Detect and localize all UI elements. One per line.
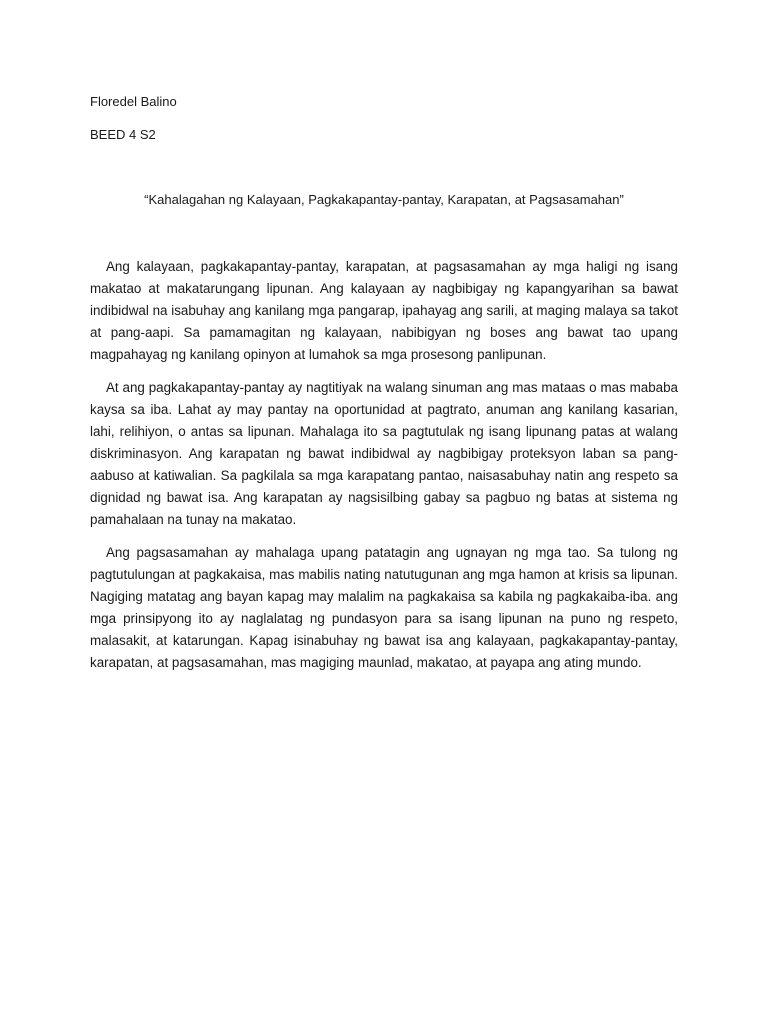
- paragraph-2: At ang pagkakapantay-pantay ay nagtitiyak na walang sinuman ang mas mataas o mas mababa kaysa sa iba. Lahat ay may pantay na oportunidad at pagtrato, anuman ang kanilang kasarian, lahi, relihiyon, o antas sa lipunan. Mahalaga ito sa pagtutulak ng isang lipunang patas at walang diskriminasyon. Ang karapatan ng bawat indibidwal ay nagbibigay proteksyon laban sa pang-aabuso at katiwalian. Sa pagkilala sa mga karapatang pantao, naisasabuhay natin ang respeto sa dignidad ng bawat isa. Ang karapatan ay nagsisilbing gabay sa pagbuo ng batas at sistema ng pamahalaan na tunay na makatao.: [90, 380, 678, 527]
- class-section: BEED 4 S2: [90, 127, 156, 142]
- paragraph-1: Ang kalayaan, pagkakapantay-pantay, karapatan, at pagsasamahan ay mga haligi ng isang makatao at makatarungang lipunan. Ang kalayaan ay nagbibigay ng kapangyarihan sa bawat indibidwal na isabuhay ang kanilang mga pangarap, ipahayag ang sarili, at maging malaya sa takot at pang-aapi. Sa pamamagitan ng kalayaan, nabibigyan ng boses ang bawat tao upang magpahayag ng kanilang opinyon at lumahok sa mga prosesong panlipunan.: [90, 259, 678, 362]
- paragraph-3: Ang pagsasamahan ay mahalaga upang patatagin ang ugnayan ng mga tao. Sa tulong ng pagtutulungan at pagkakaisa, mas mabilis nating natutugunan ang mga hamon at krisis sa lipunan. Nagiging matatag ang bayan kapag may malalim na pagkakaisa sa kabila ng pagkakaiba-iba. ang mga prinsipyong ito ay naglalatag ng pundasyon para sa isang lipunan na puno ng respeto, malasakit, at katarungan. Kapag isinabuhay ng bawat isa ang kalayaan, pagkakapantay-pantay, karapatan, at pagsasamahan, mas magiging maunlad, makatao, at payapa ang ating mundo.: [90, 545, 678, 670]
- essay-title: “Kahalagahan ng Kalayaan, Pagkakapantay-pantay, Karapatan, at Pagsasamahan”: [144, 192, 624, 207]
- author-name: Floredel Balino: [90, 94, 177, 109]
- essay-body: [90, 256, 678, 685]
